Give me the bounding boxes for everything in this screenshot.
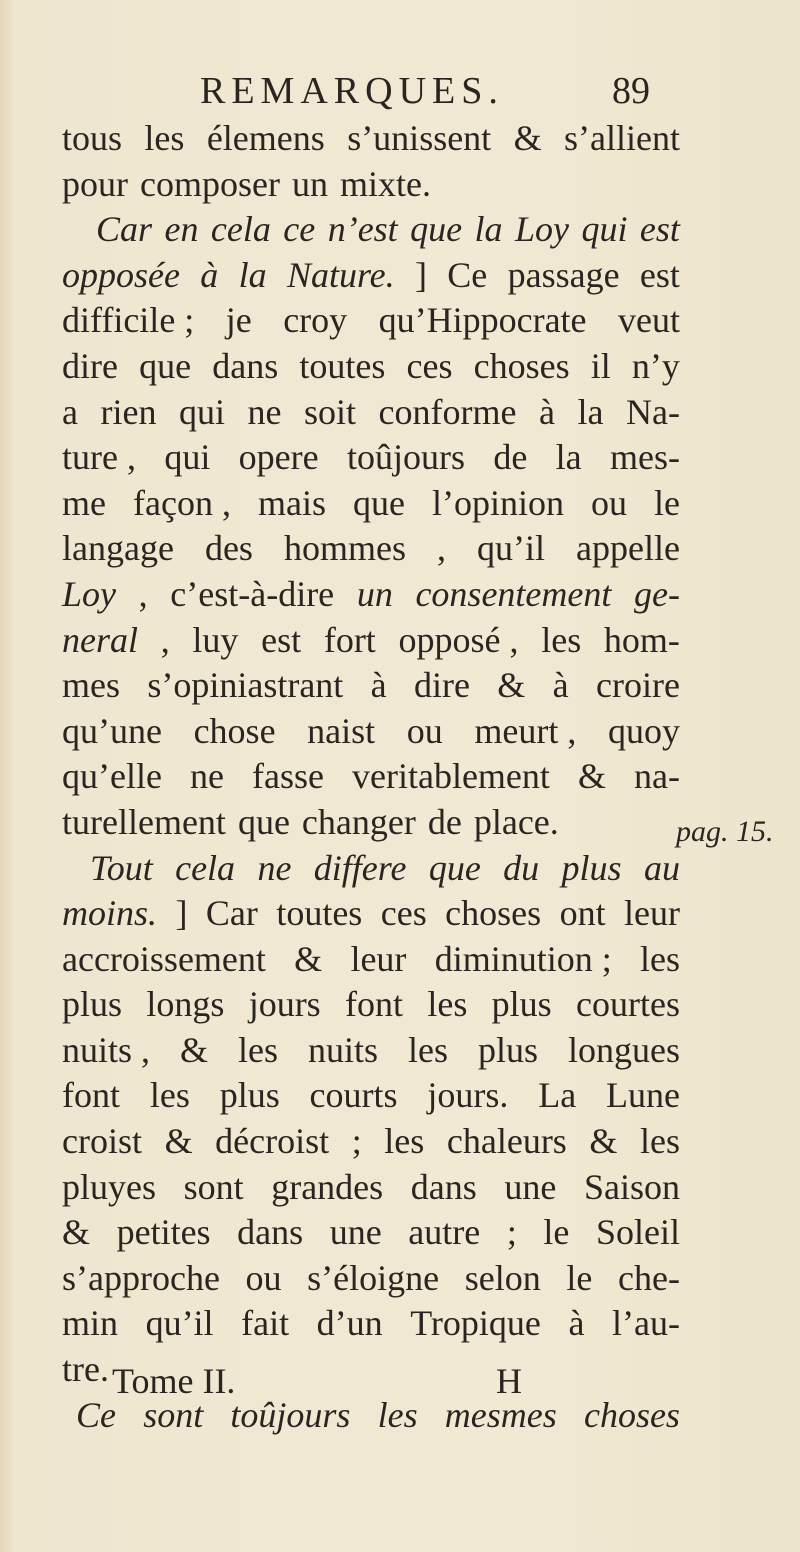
- word: en: [164, 209, 199, 250]
- word: dans: [237, 1212, 304, 1253]
- word: sont: [183, 1166, 244, 1207]
- word: petites: [116, 1212, 211, 1253]
- word: les: [407, 1029, 448, 1070]
- word: nuits ,: [62, 1029, 151, 1070]
- text-line: [62, 435, 680, 481]
- word: Tropique: [410, 1303, 541, 1344]
- word: che-: [618, 1257, 680, 1298]
- word: un: [356, 573, 393, 614]
- word: s’opiniastrant: [147, 665, 344, 706]
- word: min: [62, 1303, 119, 1344]
- word: la: [238, 254, 267, 295]
- word: dire: [413, 665, 470, 706]
- text-line: [62, 663, 680, 709]
- word: qui: [164, 437, 211, 478]
- word: la: [555, 437, 582, 478]
- word: toutes: [299, 345, 386, 386]
- word: &: [294, 938, 323, 979]
- word: Ce: [447, 254, 488, 295]
- word: accroissement: [62, 938, 266, 979]
- word: à: [552, 665, 569, 706]
- word: des: [204, 528, 253, 569]
- word: leur: [624, 893, 680, 934]
- text-line: [62, 481, 680, 527]
- text-line: [62, 1301, 680, 1347]
- word: la: [474, 209, 503, 250]
- word: a: [62, 391, 78, 432]
- text-line: [62, 344, 680, 390]
- word: composer: [140, 163, 280, 204]
- word: les: [238, 1029, 278, 1070]
- word: ou: [591, 482, 627, 523]
- word: le: [566, 1257, 593, 1298]
- word: toutes: [276, 893, 363, 934]
- text-line: [62, 253, 680, 299]
- word: Loy: [515, 209, 569, 250]
- word: &: [62, 1212, 91, 1253]
- word: difficile ;: [62, 300, 195, 341]
- word: une: [504, 1166, 557, 1207]
- word: ]: [414, 254, 427, 295]
- word: ces: [380, 893, 427, 934]
- word: luy: [192, 619, 239, 660]
- word: ne: [257, 847, 292, 888]
- word: du: [503, 847, 540, 888]
- word: hom-: [603, 619, 680, 660]
- word: Tout: [90, 847, 153, 888]
- word: jours.: [427, 1075, 509, 1116]
- word: croy: [283, 300, 348, 341]
- word: Loy: [62, 573, 116, 614]
- word: à: [370, 665, 387, 706]
- word: &: [513, 118, 542, 158]
- word: que: [410, 209, 463, 250]
- word: courtes: [576, 984, 680, 1025]
- text-line: [62, 298, 680, 344]
- word: opposé ,: [398, 619, 519, 660]
- word: plus: [219, 1075, 280, 1116]
- word: selon: [464, 1257, 541, 1298]
- word: autre: [408, 1212, 481, 1253]
- word: choses: [473, 345, 570, 386]
- word: les: [639, 938, 680, 979]
- word: qu’il: [477, 528, 545, 569]
- word: au: [643, 847, 680, 888]
- word: longs: [146, 984, 225, 1025]
- word: l’au-: [611, 1303, 680, 1344]
- text-line: [62, 754, 680, 800]
- word: que: [352, 482, 405, 523]
- word: &: [164, 1121, 193, 1162]
- word: &: [577, 756, 606, 797]
- text-line: [62, 1165, 680, 1211]
- word: consentement: [415, 573, 612, 614]
- word: à: [200, 254, 219, 295]
- word: toûjours: [230, 1394, 351, 1435]
- word: diminution ;: [434, 938, 612, 979]
- word: fort: [323, 619, 376, 660]
- word: de: [427, 801, 462, 842]
- word: chaleurs: [446, 1121, 567, 1162]
- word: les: [377, 1394, 418, 1435]
- word: differe: [313, 847, 407, 888]
- word: s’approche: [62, 1257, 220, 1298]
- word: ;: [506, 1212, 517, 1253]
- word: fait: [241, 1303, 290, 1344]
- word: élemens: [206, 118, 325, 158]
- word: dans: [212, 345, 279, 386]
- word: font: [62, 1075, 120, 1116]
- word: une: [329, 1212, 382, 1253]
- word: cela: [210, 209, 271, 250]
- word: conforme: [378, 391, 517, 432]
- word: croire: [595, 665, 680, 706]
- text-line: [62, 526, 680, 572]
- word: tous: [62, 118, 123, 158]
- word: dans: [410, 1166, 477, 1207]
- word: La: [538, 1075, 577, 1116]
- word: meurt ,: [474, 710, 577, 751]
- text-line: [62, 618, 680, 664]
- word: Saison: [583, 1166, 680, 1207]
- word: passage: [507, 254, 620, 295]
- word: ne: [247, 391, 282, 432]
- text-line: [62, 572, 680, 618]
- word: &: [589, 1121, 618, 1162]
- word: est: [639, 254, 680, 295]
- text-line: [62, 1119, 680, 1165]
- text-line: [62, 800, 680, 846]
- word: qu’une: [62, 710, 162, 751]
- word: pluyes: [62, 1166, 156, 1207]
- word: qui: [178, 391, 225, 432]
- word: plus: [62, 984, 123, 1025]
- word: s’allient: [564, 118, 680, 158]
- word: s’unissent: [347, 118, 492, 158]
- word: leur: [350, 938, 407, 979]
- text-line: [62, 116, 680, 162]
- word: le: [543, 1212, 570, 1253]
- word: à: [568, 1303, 585, 1344]
- word: &: [497, 665, 526, 706]
- word: qu’elle: [62, 756, 162, 797]
- word: l’opinion: [431, 482, 564, 523]
- word: ces: [406, 345, 453, 386]
- word: n’y: [631, 345, 680, 386]
- word: dire: [62, 345, 118, 386]
- word: mixte.: [339, 163, 431, 204]
- word: je: [225, 300, 252, 341]
- word: soit: [304, 391, 357, 432]
- word: est: [261, 619, 302, 660]
- word: Lune: [606, 1075, 680, 1116]
- word: mais: [257, 482, 326, 523]
- word: décroist: [215, 1121, 330, 1162]
- word: Ce: [76, 1394, 116, 1435]
- word: ture ,: [62, 437, 136, 478]
- word: longues: [567, 1029, 680, 1070]
- text-line: [62, 891, 680, 937]
- word: plus: [477, 1029, 538, 1070]
- word: ge-: [634, 573, 680, 614]
- word: les: [427, 984, 468, 1025]
- text-line: [62, 162, 680, 208]
- word: me: [62, 482, 106, 523]
- word: qu’Hippocrate: [378, 300, 587, 341]
- word: opere: [238, 437, 319, 478]
- word: naist: [307, 710, 376, 751]
- page-footer: [0, 1358, 800, 1404]
- word: rien: [100, 391, 157, 432]
- word: mesmes: [444, 1394, 557, 1435]
- word: fasse: [252, 756, 324, 797]
- text-line: [62, 1256, 680, 1302]
- word: que: [237, 801, 290, 842]
- margin-note: pag. 15.: [676, 815, 774, 848]
- word: ]: [175, 893, 188, 934]
- word: mes: [62, 665, 120, 706]
- word: turellement: [62, 801, 226, 842]
- text-line: [62, 709, 680, 755]
- text-line: [62, 1028, 680, 1074]
- word: font: [345, 984, 404, 1025]
- word: chose: [193, 710, 276, 751]
- word: jours: [248, 984, 321, 1025]
- gathering-signature: H: [496, 1361, 522, 1401]
- word: ce: [283, 209, 316, 250]
- word: n’est: [327, 209, 398, 250]
- text-line: [62, 1210, 680, 1256]
- word: veut: [617, 300, 680, 341]
- word: la: [577, 391, 604, 432]
- word: Nature.: [286, 254, 395, 295]
- word: hommes: [283, 528, 406, 569]
- word: ou: [245, 1257, 282, 1298]
- word: pour: [62, 163, 128, 204]
- text-line: [62, 937, 680, 983]
- word: les: [384, 1121, 425, 1162]
- word: les: [639, 1121, 680, 1162]
- word: mes-: [609, 437, 680, 478]
- word: Na-: [626, 391, 680, 432]
- word: ,: [138, 573, 148, 614]
- word: le: [654, 482, 680, 523]
- text-line: [62, 982, 680, 1028]
- word: appelle: [576, 528, 680, 569]
- word: tre.: [62, 1349, 109, 1390]
- word: langage: [62, 528, 174, 569]
- word: les: [149, 1075, 190, 1116]
- word: qu’il: [145, 1303, 214, 1344]
- page-number: 89: [612, 70, 650, 112]
- word: veritablement: [352, 756, 550, 797]
- text-line: [62, 390, 680, 436]
- word: ne: [189, 756, 224, 797]
- word: à: [539, 391, 555, 432]
- word: place.: [473, 801, 559, 842]
- word: d’un: [316, 1303, 383, 1344]
- word: choses: [445, 893, 542, 934]
- text-line: [62, 846, 680, 892]
- text-line: [62, 207, 680, 253]
- word: ,: [160, 619, 170, 660]
- word: ;: [351, 1121, 362, 1162]
- volume-signature: Tome II.: [112, 1361, 236, 1401]
- word: que: [139, 345, 192, 386]
- word: il: [590, 345, 611, 386]
- word: Soleil: [595, 1212, 680, 1253]
- word: changer: [301, 801, 416, 842]
- text-line: [62, 1073, 680, 1119]
- word: qui: [581, 209, 628, 250]
- word: plus: [491, 984, 552, 1025]
- running-head: [0, 66, 800, 116]
- word: croist: [62, 1121, 142, 1162]
- word: les: [541, 619, 582, 660]
- word: na-: [634, 756, 680, 797]
- word: façon ,: [133, 482, 231, 523]
- word: toûjours: [346, 437, 465, 478]
- word: s’éloigne: [307, 1257, 440, 1298]
- word: ,: [436, 528, 446, 569]
- word: est: [639, 209, 680, 250]
- word: les: [144, 118, 185, 158]
- word: neral: [62, 619, 138, 660]
- word: Car: [205, 893, 258, 934]
- word: que: [428, 847, 481, 888]
- word: grandes: [271, 1166, 384, 1207]
- word: nuits: [307, 1029, 378, 1070]
- body-text: [62, 116, 680, 1438]
- word: quoy: [607, 710, 680, 751]
- word: plus: [561, 847, 622, 888]
- word: choses: [583, 1394, 680, 1435]
- word: de: [493, 437, 528, 478]
- word: opposée: [62, 254, 180, 295]
- word: moins.: [62, 893, 158, 934]
- word: c’est-à-dire: [170, 573, 335, 614]
- word: Car: [96, 209, 153, 250]
- word: ont: [559, 893, 606, 934]
- word: courts: [309, 1075, 398, 1116]
- word: cela: [175, 847, 236, 888]
- word: un: [291, 163, 328, 204]
- word: &: [180, 1029, 209, 1070]
- running-title: REMARQUES.: [200, 70, 504, 112]
- word: ou: [406, 710, 443, 751]
- word: sont: [143, 1394, 204, 1435]
